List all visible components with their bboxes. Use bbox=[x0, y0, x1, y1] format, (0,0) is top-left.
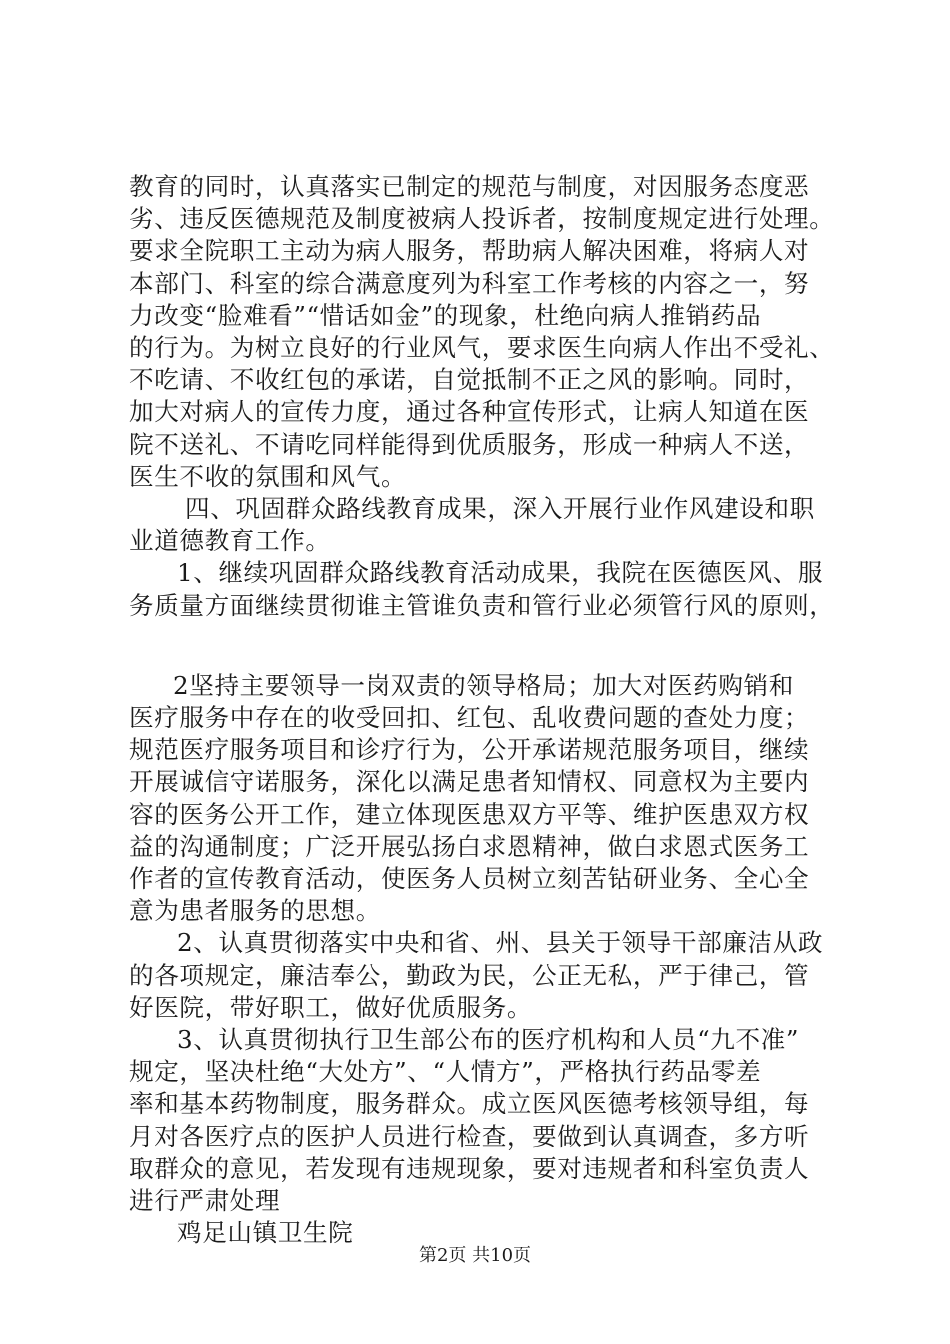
page-number-footer: 第2页 共10页 bbox=[418, 1245, 532, 1266]
text-line: 好医院，带好职工，做好优质服务。 bbox=[129, 992, 533, 1022]
paragraph-item-2-integrity bbox=[129, 927, 849, 1024]
paragraph-item-3 bbox=[129, 1024, 849, 1217]
text-line: 意为患者服务的思想。 bbox=[129, 896, 381, 926]
page-break-gap bbox=[129, 622, 849, 670]
text-line: 作者的宣传教育活动，使医务人员树立刻苦钻研业务、全心全 bbox=[129, 864, 810, 894]
text-line: 2、认真贯彻落实中央和省、州、县关于领导干部廉洁从政 bbox=[177, 928, 824, 958]
text-line: 务质量方面继续贯彻谁主管谁负责和管行业必须管行风的原则， bbox=[129, 590, 835, 620]
text-line: 容的医务公开工作，建立体现医患双方平等、维护医患双方权 bbox=[129, 799, 810, 829]
text-line: 加大对病人的宣传力度，通过各种宣传形式，让病人知道在医 bbox=[129, 397, 810, 427]
paragraph-item-2-leadership bbox=[129, 670, 849, 928]
text-line: 开展诚信守诺服务，深化以满足患者知情权、同意权为主要内 bbox=[129, 767, 810, 797]
text-line: 劣、违反医德规范及制度被病人投诉者，按制度规定进行处理。 bbox=[129, 204, 835, 234]
text-line: 力改变“脸难看”“惜话如金”的现象，杜绝向病人推销药品 bbox=[129, 300, 762, 330]
text-line: 规范医疗服务项目和诊疗行为，公开承诺规范服务项目，继续 bbox=[129, 735, 810, 765]
text-line: 医生不收的氛围和风气。 bbox=[129, 461, 407, 491]
text-line: 规定，坚决杜绝“大处方”、“人情方”，严格执行药品零差 bbox=[129, 1057, 762, 1087]
text-line: 业道德教育工作。 bbox=[129, 526, 331, 556]
text-line: 进行严肃处理 bbox=[129, 1186, 281, 1216]
section-heading-four bbox=[129, 493, 849, 557]
text-line: 本部门、科室的综合满意度列为科室工作考核的内容之一，努 bbox=[129, 268, 810, 298]
text-line: 的行为。为树立良好的行业风气，要求医生向病人作出不受礼、 bbox=[129, 333, 835, 363]
text-line: 1、继续巩固群众路线教育活动成果，我院在医德医风、服 bbox=[177, 558, 824, 588]
text-line: 率和基本药物制度，服务群众。成立医风医德考核领导组，每 bbox=[129, 1089, 810, 1119]
text-line: 鸡足山镇卫生院 bbox=[177, 1218, 354, 1248]
text-line: 3、认真贯彻执行卫生部公布的医疗机构和人员“九不准” bbox=[177, 1025, 800, 1055]
paragraph-item-1 bbox=[129, 557, 849, 621]
text-line: 不吃请、不收红包的承诺，自觉抵制不正之风的影响。同时， bbox=[129, 365, 810, 395]
text-line: 要求全院职工主动为病人服务，帮助病人解决困难，将病人对 bbox=[129, 236, 810, 266]
document-body bbox=[129, 171, 849, 1250]
text-line: 院不送礼、不请吃同样能得到优质服务，形成一种病人不送， bbox=[129, 429, 810, 459]
text-line: 四、巩固群众路线教育成果，深入开展行业作风建设和职 bbox=[185, 494, 815, 524]
text-line: 取群众的意见，若发现有违规现象，要对违规者和科室负责人 bbox=[129, 1153, 810, 1183]
text-line: 的各项规定，廉洁奉公，勤政为民，公正无私，严于律己，管 bbox=[129, 960, 810, 990]
text-line: 月对各医疗点的医护人员进行检查，要做到认真调查，多方听 bbox=[129, 1121, 810, 1151]
paragraph-service-conduct bbox=[129, 171, 849, 493]
text-line: 益的沟通制度；广泛开展弘扬白求恩精神，做白求恩式医务工 bbox=[129, 831, 810, 861]
text-line: 2坚持主要领导一岗双责的领导格局；加大对医药购销和 bbox=[173, 670, 794, 700]
text-line: 教育的同时，认真落实已制定的规范与制度，对因服务态度恶 bbox=[129, 172, 810, 201]
text-line: 医疗服务中存在的收受回扣、红包、乱收费问题的查处力度； bbox=[129, 703, 810, 733]
